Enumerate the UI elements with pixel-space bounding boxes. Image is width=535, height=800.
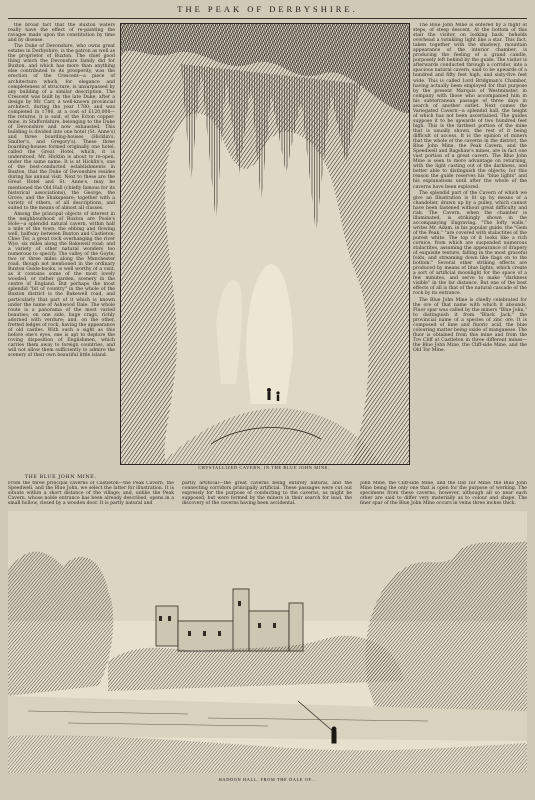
section-title: THE BLUE JOHN MINE. — [24, 474, 97, 480]
section-text-col-1 — [8, 481, 174, 509]
right-text-column — [413, 23, 527, 471]
section-paragraph: John Mine, the Cliff-side Mine, and the Old Tor Mine: the Blue John Mine being the only one that is open for the purpose of working. The specimens from these caverns, however, although all so near each other are said to differ very materially as to colour and shape. The finer spar of the Blue John Mine occurs in veins three inches thick. — [360, 481, 527, 507]
haddon-hall-caption: HADDON HALL, FROM THE DALE OF... — [218, 777, 317, 782]
section-paragraph: From the three principal caverns of Castleton—the Peak Cavern, the Speedwell, and the Blue John, we select the latter for illustration. It is situate within a short distance of the village; and, unlike the Peak Cavern, whose noble entrance has been already described, opens in a small hollow, closed by a wooden door. It is partly natural and — [8, 481, 174, 507]
left-text-column — [8, 23, 115, 468]
right-paragraph: The splendid part of the Cavern of which we give an Illustration is lit up by means of a chandelier, drawn up by a pulley, which cannot have been fastened without great difficulty and risk. The Cavern, when the chamber is illuminated, is strikingly shown in the accompanying Engraving. "The lofty walls," writes Mr. Adam, in his popular guide, the "Gem of the Peak," "are covered with stalactites of the purest white. The top of it looks like a rich cornice, from which are suspended numerous stalactites, assuming the appearance of drapery of exquisite texture, falling in the most graceful folds, and streaming down like flags on to the bottom." Several other striking effects are produced by means of blue lights, which create a sort of artificial moonlight for the space of a few minutes, and serve to make "darkness visible" in the far distance. But one of the best effects of all is that of the natural cascade of the rock by its entrance. — [413, 190, 527, 297]
left-paragraph: The Duke of Devonshire, who owns great estates in Derbyshire, is the patron as well as the proprietor of Buxton. The chief good thing which the Devonshire family did for Buxton, and which has more than anything else contributed to its prosperity, was the erection of the Crescent—a piece of architecture which, for elegance and completeness of structure, is unsurpassed by any building of a similar description. The Crescent was built by the late Duke, after a design by Mr. Carr, a well-known provincial architect, during the year 1780; and was completed in 1786, at a cost of £120,000—the returns, it is said, of the Ecton copper-mine, in Staffordshire, belonging to the Duke of Devonshire and now exhausted. This building is divided into one hotel (St. Anne's) and three boarding-houses (Hicklin's, Smilter's, and Gregory's). These three boarding-houses formed originally one hotel, called the Great Hotel, which, it is understood, Mr. Hicklin is about to re-open, under the same name. It is at Hicklin's, one of the best-conducted establishments in Buxton, that the Duke of Devonshire resides during his annual visit. Next to these are the Great Hotel and St. Anne's, may be mentioned the Old Hall (chiefly famous for its historical associations), the George, the Grove, and the Shakspeare; together with a variety of others, of all descriptions, and suited to the means of almost all classes. — [8, 44, 115, 211]
section-text-col-3 — [360, 481, 527, 509]
left-paragraph: Among the principal objects of interest in the neighbourhood of Buxton are Poole's Hole—a splendid natural cavern, within half a mile of the town; the ebbing and flowing well, halfway between Buxton and Castleton; Chee Tor, a great rock overhanging the river Wye, six miles along the Bakewell road; and a variety of other natural wonders too numerous to specify. The valley of the Goyte, two or three miles along the Manchester road, though not mentioned in the ordinary Buxton Guide-books, is well worthy of a visit, as it contains some of the most lovely wooded, or rather garden, scenery in the centre of England. But perhaps the most splendid "bit of country" in the whole of the Buxton district is the Bakewell road, and particularly that part of it which is known under the name of Ashwood Dale. The whole route is a panorama of the most varied beauties; on one side, huge crags, richly adorned with verdure; and, on the other, fretted ledges of rock, having the appearance of old castles. With such a sight as this before one's eyes, one is apt to deplore the roving disposition of Englishmen, which carries them away to foreign countries, and will not allow them sufficiently to admire the scenery of their own beautiful little island. — [8, 211, 115, 359]
right-paragraph: The Blue John Mine is chiefly celebrated for the ore of that name with which it abounds. Fluor spar was called by the miners "Blue John," to distinguish it from "Black Jack," the provincial name of a species of zinc ore. It is composed of lime and fluoric acid, the blue colouring matter being oxide of manganese. The fluor is obtained from this mine and from the Tre Cliff at Castleton in three different mines—the Blue John Mine, the Cliff-side Mine, and the Old Tor Mine. — [413, 297, 527, 353]
page-masthead: THE PEAK OF DERBYSHIRE. — [8, 4, 527, 19]
cave-caption: CRYSTALLIZED CAVERN, IN THE BLUE JOHN MINE. — [198, 465, 330, 470]
cave-engraving — [120, 23, 410, 465]
left-paragraph: the broad fact that the Buxton waters really have the effect of re-painting the ravages made upon the constitution by time and by disease. — [8, 23, 115, 44]
section-text-col-2 — [182, 481, 352, 509]
section-paragraph: partly artificial—the great caverns being entirely natural, and the connecting corridors principally artificial. These passages were cut out expressly for the purpose of conducting to the caverns, as might be supposed, but were formed by the miners in their search for lead, the discovery of the caverns having been accidental. — [182, 481, 352, 507]
right-paragraph: The Blue John Mine is entered by a flight of steps, of steep descent. At the bottom of this stair the visitor, on looking back, beholds overhead a twinkling light like a star. This fact, taken together with the shadowy, mountain appearance of the interior chamber, is producing the feeling of a grand candle, purposely left behind by the guide. The visitor is afterwards conducted through a corridor, into a spacious natural cavern, said to be upwards of a hundred and fifty feet high, and sixty-five feet wide. This is called Lord Bridgman's Chamber, having actually been employed for that purpose by the present Marquis of Westminster, in company with those who accompanied him in his subterranean passage of three days in search of another outlet. Next comes the Variegated Cavern—a splendid hall, the height of which has not been ascertained. The guides suppose it to be upwards of two hundred feet high. This is the farthest portion of the mine that is usually shown, the rest of it being difficult of access. It is the opinion of miners that the whole of the caverns in the district, the Blue John Mine, the Peak Cavern, and the Speedwell and Bagshaw's mines, are in fact one vast portion of a great cavern. The Blue John Mine is seen to more advantage on returning, with the light casting out of the darkness, and better able to distinguish the objects; for this reason the guide reserves his "blue lights" and his explanations until after the whole of the caverns have been explored. — [413, 23, 527, 190]
haddon-hall-engraving — [8, 511, 527, 773]
